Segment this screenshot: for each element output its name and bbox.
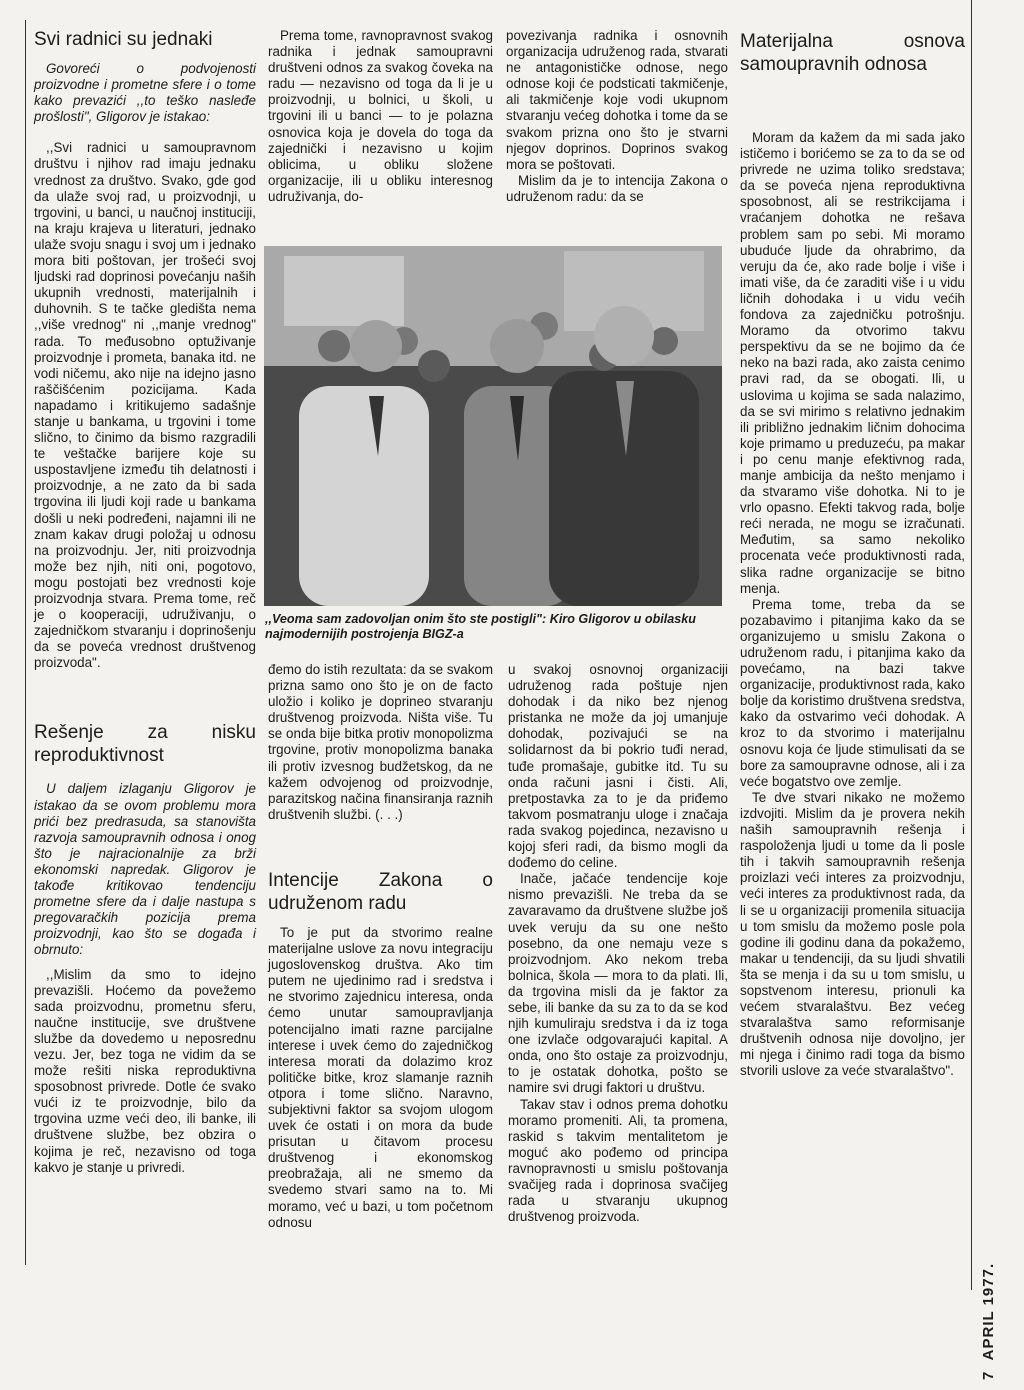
col2-bottom-paragraph-2: To je put da stvorimo realne materijalne uslove za novu integraciju jugoslovenskog društva. Ako tim putem ne ujedinimo rad i sredstva i ne stvorimo zajednicu interesa, onda ćemo unutar samoupravljanja potencijalno imati razne parcijalne interese i uvek ćemo do zajedničkog interesa morati da dolazimo kroz političke bitke, kroz slamanje raznih otpora i tome slično. Naravno, subjektivni faktor sa svojom ulogom uvek će ostati i on mora da bude prisutan u čitavom procesu društvenog i ekonomskog preobražaja, ali ne smemo da svedemo stvari samo na to. Mi moramo, već u bazi, u tom početnom odnosu — [268, 924, 493, 1230]
col1-intro-2: U daljem izlaganju Gligorov je istakao da se ovom problemu mora prići bez predrasuda, sa stanovišta razvoja samoupravnih odnosa i onog što je najracionalnije za brži ekonomski napredak. Gligorov je takođe kritikovao tendenciju prometne sfere da i dalje nastupa s pregovaračkih pozicija prema proizvodnji, kao što se događa i obrnuto: — [34, 781, 256, 958]
photo-caption: ,,Veoma sam zadovoljan onim što ste postigli": Kiro Gligorov u obilasku najmodernijih postrojenja BIGZ-a — [265, 612, 696, 641]
news-photo — [264, 246, 722, 606]
section-heading-reproductivity: Rešenje za nisku reproduktivnost — [34, 722, 256, 767]
section-heading-material-basis: Materijalna osnova samoupravnih odnosa — [740, 31, 965, 75]
col4-paragraph: Moram da kažem da mi sada jako ističemo i borićemo se za to da se od privrede ne uzima toliko sredstava; da se poveća njena reproduktivna sposobnost, ali se restrikcijama i vraćanjem dohotka ne rešava problem sam po sebi. Mi moramo ubuduće ljude da ohrabrimo, da veruju da će, ako rade bolje i više i imati više, da će zaraditi više i u vidu ličnih dohodaka i u vidu većih fondova za zajedničku potrošnju. Moramo da otvorimo takvu perspektivu da se ne bojimo da će neko na bazi rada, ako zaista cenimo pravi rad, da se obogati. Ili, u uslovima u kojima se sada nalazimo, da se svi mirimo s relativno jednakim ili približno jednakim ličnim dohocima koje primamo u preduzeću, pa makar i po cenu manje efektivnog rada, manje ambicija da nešto menjamo i da stvaramo više dohotka. Ni to je vrlo opasno. Efekti takvog rada, bolje reći nerada, ne mogu se izračunati. Međutim, sa samo nekoliko procenata veće produktivnosti rada, slika radne organizacije se bitno menja. — [740, 130, 965, 596]
col2-top-paragraph: Prema tome, ravnopravnost svakog radnika i jednak samoupravni društveni odnos za svakog čoveka na radu — nezavisno od toga da li je u proizvodnji, u bolnici, u školi, u trgovini ili u banci — to je polazna osnovica koja je dovela do toga da zajednički i nezavisno u kojim oblicima, u obliku složene organizacije, ili u obliku interesnog udruživanja, do- — [268, 28, 493, 204]
column-rule-left — [25, 20, 26, 1265]
col3-bottom-paragraph: u svakoj osnovnoj organizaciji udruženog rada poštuje njen dohodak i da niko bez njenog pristanka ne može da joj umanjuje dohodak, pozivajući se na solidarnost da bi pokrio tuđi nerad, tuđe promašaje, gubitke itd. Tu su onda računi jasni i čisti. Ali, pretpostavka za to je da priđemo takvom posmatranju uloge i značaja rada svakog pojedinca, nezavisno u kojoj sferi radi, da bismo mogli da dođemo do celine. — [508, 662, 728, 871]
column-4 — [740, 30, 965, 1080]
column-3-bottom — [508, 662, 728, 1225]
column-rule-right — [971, 0, 972, 1290]
column-2-top — [268, 28, 493, 205]
col3-top-paragraph: povezivanja radnika i osnovnih organizacija udruženog rada, stvarati ne antagonističke odnose, nego odnose koji će podsticati takmičenje, ali takmičenje koje vodi ukupnom stvaranju većeg dohotka i tome da se svakom prizna ono što je stvarni njegov doprinos. Doprinos svakog mora se poštovati. — [506, 28, 728, 172]
column-1 — [34, 28, 256, 1176]
photo-illustration — [264, 246, 722, 606]
folio-text — [980, 1263, 997, 1380]
section-heading-law-intentions: Intencije Zakona o udruženom radu — [268, 869, 493, 914]
col1-paragraph: ,,Svi radnici u samoupravnom društvu i njihov rad imaju jednaku vrednost za društvo. Svako, gde god da ulaže svoj rad, u proizvodnji, u trgovini, u banci, u naučnoj instituciji, na kraju krajeva u literaturi, jednako ulaže svoju snagu i svoj um i jednako mora biti poštovan, jer trošeći svoj ljudski rad doprinosi povećanju naših ukupnih vrednosti, materijalnih i duhovnih. S te tačke gledišta nema ,,više vrednog" ni ,,manje vrednog" rada. To međusobno optuživanje proizvodnje i prometa, banaka itd. ne vodi ničemu, ako nije na idejno jasno raščišćenim pozicijama. Kada napadamo i kritikujemo sadašnje stanje u bankama, u trgovini i tome slično, to činimo da bismo razgradili te veštačke barijere koje su uspostavljene između tih delatnosti i proizvodnje, a ne zato da bi sada trgovina ili ljudi koji rade u bankama došli u neki podređeni, najamni ili ne znam kakav drugi položaj u odnosu na proizvodnju. Jer, niti proizvodnja može bez njih, niti oni, pogotovo, mogu postojati bez vrednosti koje proizvodnja stvara. Prema tome, reč je o kooperaciji, udruživanju, o zajedničkom stvaranju i doprinošenju da se poveća vrednost društvenog proizvoda". — [34, 140, 256, 671]
page-folio — [980, 1150, 1000, 1390]
col3-bottom-paragraph-2: Inače, jačaće tendencije koje nismo prevazišli. Ne treba da se zavaravamo da društvene službe još uvek veruju da su one nešto posebno, da one nemaju veze s proizvodnjom. Ako nekom treba bolnica, škola — mora to da plati. Ili, da trgovina misli da je faktor za sebe, ili banke da su za to da se kod njih kumuliraju sredstva i da iz toga one izvlače odgovarajući kapital. A onda, ono što ostaje za proizvodnju, to je ostatak dohotka, pošto se namire svi drugi faktori u društvu. — [508, 871, 728, 1096]
page-number: 7 — [980, 1370, 997, 1380]
col1-intro: Govoreći o podvojenosti proizvodne i prometne sfere i o tome kako prevazići ,,to teško nasleđe prošlosti", Gligorov je istakao: — [34, 61, 256, 125]
col4-paragraph-2: Prema tome, treba da se pozabavimo i pitanjima kako da se organizujemo u smislu Zakona o udruženom radu, i pitanjima kako da povećamo, na bazi takve organizacije, produktivnost rada, kako bolje da koristimo društvena sredstva, kako da ostvarimo veći dohodak. A kroz to da stvorimo i materijalnu osnovu koja će ljude stimulisati da se bore za samoupravne odnose, ali i za veće bogatstvo ove zemlje. — [740, 596, 965, 789]
col4-paragraph-3: Te dve stvari nikako ne možemo izdvojiti. Mislim da je provera nekih naših samoupravnih rešenja i raspoloženja ljudi u tome da li posle tih i takvih samoupravnih rešenja proizlazi veći interes za proizvodnju, veći interes za produktivnost rada, da li se u organizaciji promenila situacija u tom smislu da možemo posle pola godine ili godinu dana da pokažemo, makar u tendenciji, da su ljudi shvatili šta se menja i da su u tom smislu, u sopstvenom interesu, prionuli ka većem stvaralaštvu. Bez većeg stvaralaštva samo reformisanje društvenih odnosa nije dovoljno, jer mi njega i činimo radi toga da bismo stvorili uslove za veće stvaralaštvo". — [740, 789, 965, 1079]
col3-top-paragraph-2: Mislim da je to intencija Zakona o udruženom radu: da se — [506, 172, 728, 204]
col3-bottom-paragraph-3: Takav stav i odnos prema dohotku moramo promeniti. Ali, ta promena, raskid s takvim mentalitetom je moguć ako pođemo od principa ravnopravnosti u smislu poštovanja svačijeg rada i doprinosa svačijeg rada u stvaranju ukupnog društvenog proizvoda. — [508, 1096, 728, 1225]
col1-paragraph-2: ,,Mislim da smo to idejno prevazišli. Hoćemo da povežemo sada proizvodnu, prometnu sferu, naučne institucije, sve društvene službe da dovedemo u neposrednu vezu. Jer, bez toga ne vidim da se može rešiti niska reproduktivna sposobnost privrede. Dotle će svako vući iz te proizvodnje, bilo da trgovina uzme veći deo, ili banke, ili društvene službe, bez obzira o kojima je reč, nezavisno od toga kakvo je stanje u privredi. — [34, 966, 256, 1175]
section-heading-equal-workers: Svi radnici su jednaki — [34, 29, 213, 50]
column-3-top — [506, 28, 728, 205]
col2-bottom-paragraph: đemo do istih rezultata: da se svakom prizna samo ono što je on de facto uložio i koliko je doprineo stvaranju društvenog proizvoda. Ništa više. Tu se onda bije bitka protiv monopolizma trgovine, protiv monopolizma banaka ili protiv izvesnog budžetskog, da ne kažem odvojenog od proizvodnje, parazitskog načina finansiranja raznih društvenih službi. (. . .) — [268, 662, 493, 822]
column-2-bottom — [268, 662, 493, 1231]
issue-date: APRIL 1977. — [980, 1262, 997, 1361]
